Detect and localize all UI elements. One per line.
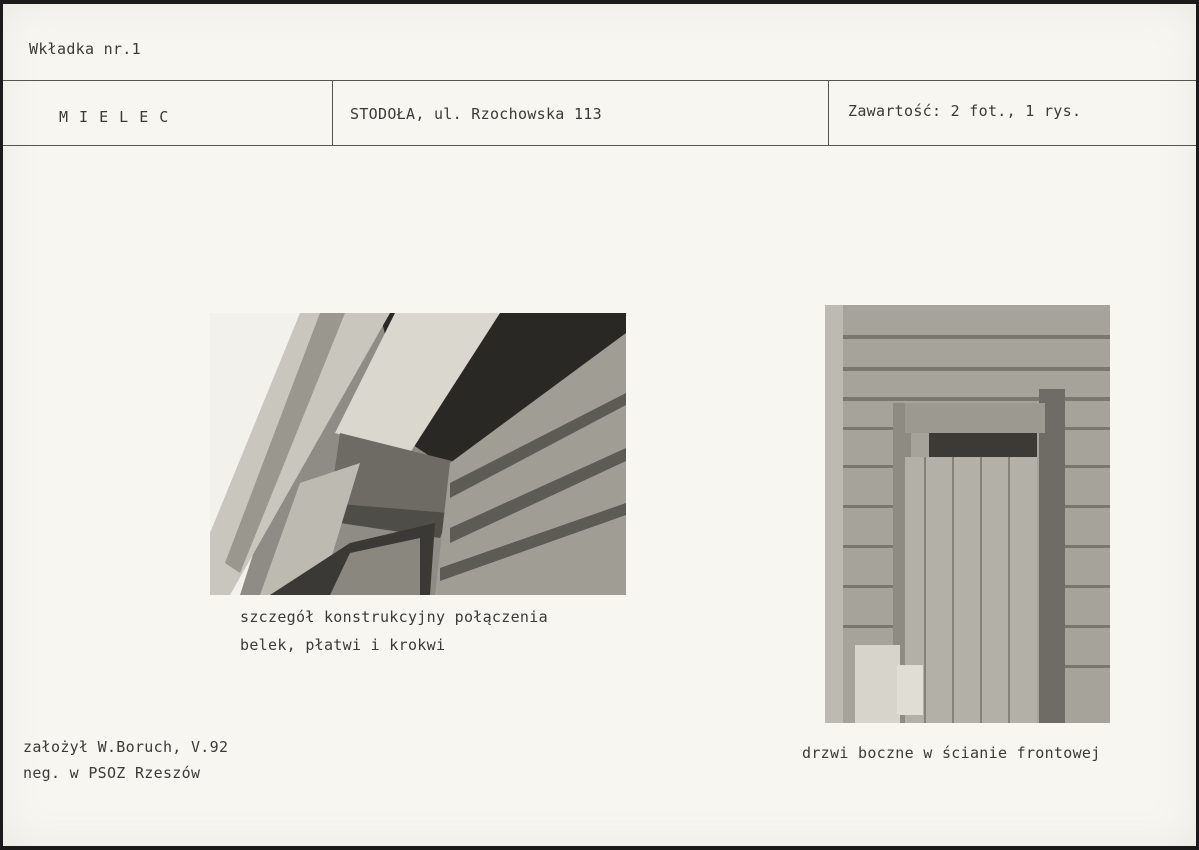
photo-beam-joint — [210, 313, 626, 595]
footer-author: założył W.Boruch, V.92 — [23, 738, 229, 756]
photo-side-door-caption: drzwi boczne w ścianie frontowej — [802, 744, 1101, 762]
header-bottom-rule — [3, 145, 1196, 146]
footer-negative: neg. w PSOZ Rzeszów — [23, 764, 201, 782]
header-town: M I E L E C — [59, 108, 170, 126]
header-contents: Zawartość: 2 fot., 1 rys. — [848, 102, 1082, 120]
header-object: STODOŁA, ul. Rzochowska 113 — [350, 105, 602, 123]
header-divider-2 — [828, 80, 829, 146]
photo-side-door — [825, 305, 1110, 723]
catalog-card — [3, 4, 1196, 846]
header-divider-1 — [332, 80, 333, 146]
photo-beam-joint-caption-1: szczegół konstrukcyjny połączenia — [240, 608, 548, 626]
header-top-rule — [3, 80, 1196, 81]
photo-beam-joint-caption-2: belek, płatwi i krokwi — [240, 636, 446, 654]
insert-label: Wkładka nr.1 — [29, 40, 141, 58]
